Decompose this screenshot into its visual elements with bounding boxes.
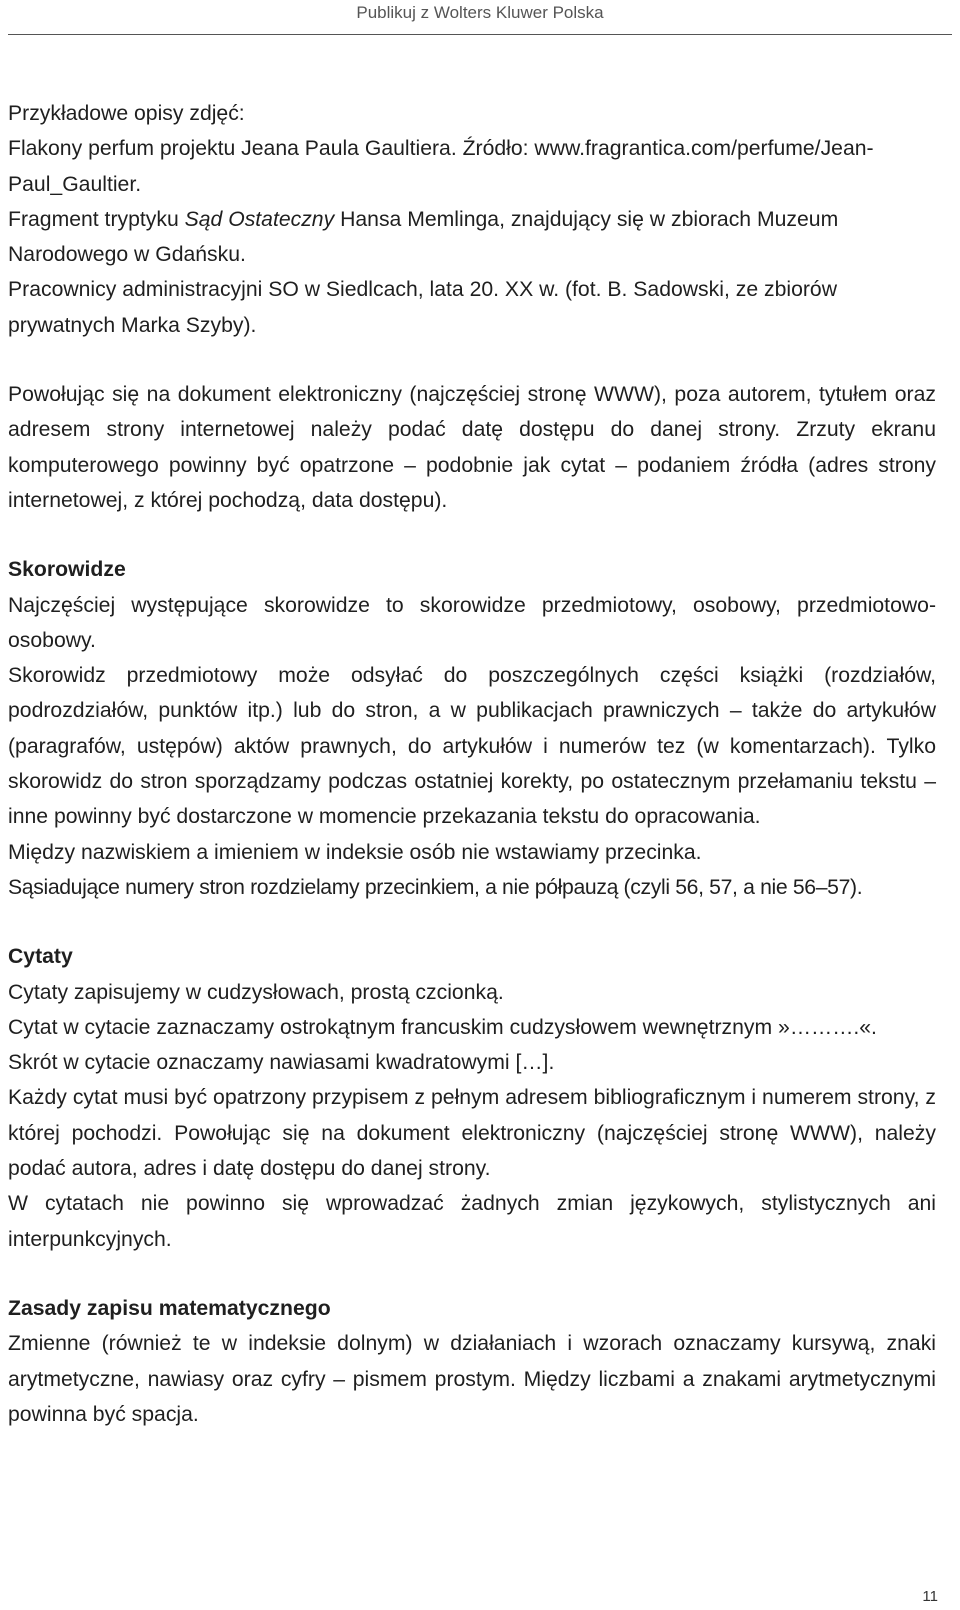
body-paragraph: W cytatach nie powinno się wprowadzać żadnych zmian językowych, stylistycznych ani interpunkcyjnych. (8, 1192, 936, 1251)
body-paragraph: Sąsiadujące numery stron rozdzielamy przecinkiem, a nie półpauzą (czyli 56, 57, a nie 56–57). (8, 875, 863, 899)
indexes-section (8, 552, 936, 905)
page-body (8, 96, 936, 1432)
body-paragraph: Cytat w cytacie zaznaczamy ostrokątnym francuskim cudzysłowem wewnętrznym »……….«. (8, 1015, 877, 1039)
section-heading: Skorowidze (8, 558, 126, 582)
running-header (0, 0, 960, 37)
caption-item: Pracownicy administracyjni SO w Siedlcach, lata 20. XX w. (fot. B. Sadowski, ze zbiorów prywatnych Marka Szyby). (8, 278, 838, 337)
caption-item (8, 202, 936, 273)
body-paragraph: Każdy cytat musi być opatrzony przypisem z pełnym adresem bibliograficznym i numerem strony, z której pochodzi. Powołując się na dokument elektroniczny (najczęściej stronę WWW), należy podać autora, adres i datę dostępu do danej strony. (8, 1086, 936, 1181)
caption-text: Fragment tryptyku (8, 207, 185, 231)
section-heading: Zasady zapisu matematycznego (8, 1296, 331, 1320)
body-paragraph: Najczęściej występujące skorowidze to skorowidze przedmiotowy, osobowy, przedmiotowo-osobowy. (8, 593, 936, 652)
header-divider (8, 34, 952, 35)
caption-text: Hansa Memlinga, znajdujący się w zbiorach Muzeum Narodowego w Gdańsku. (8, 207, 839, 267)
quotes-section (8, 939, 936, 1257)
body-paragraph: Cytaty zapisujemy w cudzysłowach, prostą czcionką. (8, 980, 504, 1004)
running-header-title: Publikuj z Wolters Kluwer Polska (356, 3, 604, 22)
body-paragraph: Między nazwiskiem a imieniem w indeksie osób nie wstawiamy przecinka. (8, 840, 702, 864)
body-paragraph: Skrót w cytacie oznaczamy nawiasami kwadratowymi […]. (8, 1051, 555, 1075)
electronic-sources-paragraph: Powołując się na dokument elektroniczny (najczęściej stronę WWW), poza autorem, tytułem oraz adresem strony internetowej należy podać datę dostępu do danej strony. Zrzuty ekranu komputerowego powinny być opatrzone – podobnie jak cytat – podaniem źródła (adres strony internetowej, z której pochodzą, data dostępu). (8, 383, 936, 512)
caption-item: Flakony perfum projektu Jeana Paula Gaultiera. Źródło: www.fragrantica.com/perfume/Jean-Paul_Gaultier. (8, 137, 874, 196)
photo-captions-section (8, 96, 936, 343)
body-paragraph: Skorowidz przedmiotowy może odsyłać do poszczególnych części książki (rozdziałów, podrozdziałów, punktów itp.) lub do stron, a w publikacjach prawniczych – także do artykułów (paragrafów, ustępów) aktów prawnych, do artykułów i numerów tez (w komentarzach). Tylko skorowidz do stron sporządzamy podczas ostatniej korekty, po ostatecznym przełamaniu tekstu – inne powinny być dostarczone w momencie przekazania tekstu do opracowania. (8, 664, 936, 829)
body-paragraph: Zmienne (również te w indeksie dolnym) w działaniach i wzorach oznaczamy kursywą, znaki arytmetyczne, nawiasy oraz cyfry – pismem prostym. Między liczbami a znakami arytmetycznymi powinna być spacja. (8, 1332, 936, 1426)
page-number: 11 (922, 1588, 938, 1605)
captions-intro: Przykładowe opisy zdjęć: (8, 102, 245, 125)
artwork-title: Sąd Ostateczny (184, 207, 335, 231)
math-section (8, 1291, 936, 1432)
section-heading: Cytaty (8, 945, 73, 969)
